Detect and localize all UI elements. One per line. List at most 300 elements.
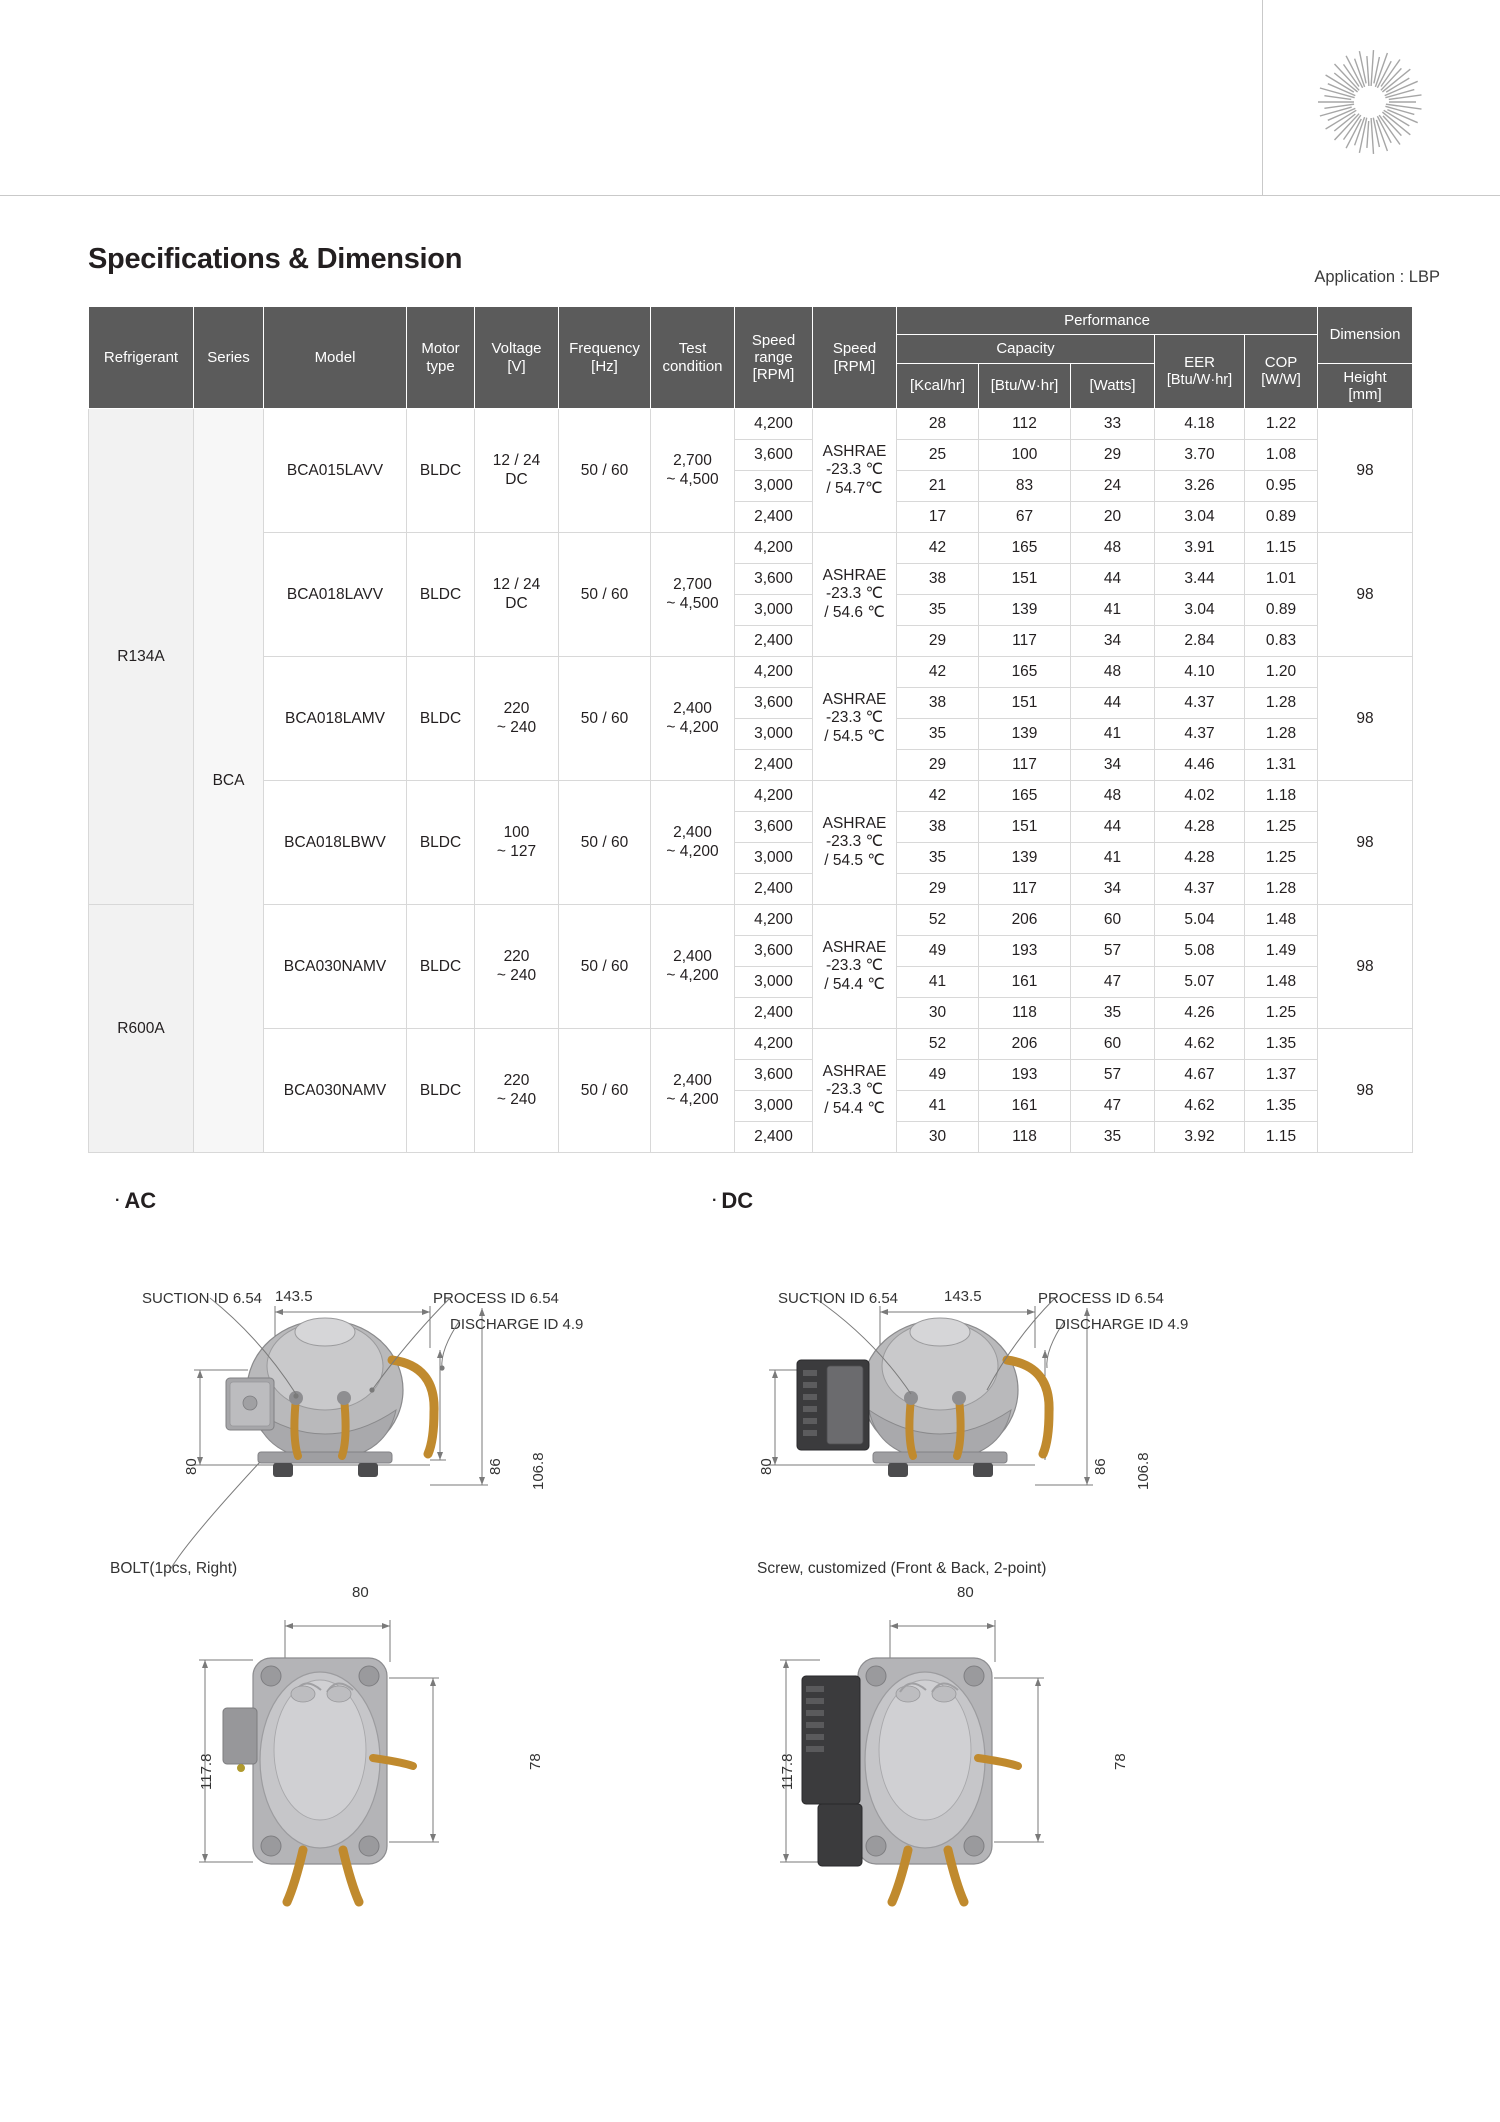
dc-height-left-dim: 80 (758, 1458, 775, 1475)
cell-eer: 4.28 (1155, 812, 1245, 843)
cell-cop: 1.25 (1245, 812, 1318, 843)
th-height-l1: Height (1343, 368, 1387, 386)
cell-btu: 117 (979, 874, 1071, 905)
cell-test-l1: ASHRAE (822, 815, 887, 833)
cell-watts: 35 (1071, 998, 1155, 1029)
th-speed (813, 307, 897, 409)
cell-speed-range (651, 409, 735, 533)
cell-watts: 57 (1071, 936, 1155, 967)
cell-btu: 161 (979, 967, 1071, 998)
dc-height-right-dim: 106.8 (1135, 1452, 1152, 1490)
th-refrigerant: Refrigerant (89, 307, 194, 409)
th-speed-range-l3: [RPM] (752, 366, 795, 384)
cell-kcal: 42 (897, 657, 979, 688)
cell-watts: 44 (1071, 564, 1155, 595)
ac-plan-height-left-dim: 117.8 (198, 1753, 215, 1790)
cell-motor-type: BLDC (407, 1029, 475, 1153)
cell-eer: 3.92 (1155, 1122, 1245, 1153)
cell-test-l1: ASHRAE (822, 1063, 887, 1081)
cell-cop: 1.48 (1245, 905, 1318, 936)
cell-speed: 3,600 (735, 688, 813, 719)
page-title: Specifications & Dimension (88, 243, 463, 275)
cell-test-l1: ASHRAE (822, 691, 887, 709)
cell-btu: 139 (979, 843, 1071, 874)
cell-watts: 60 (1071, 1029, 1155, 1060)
cell-eer: 4.62 (1155, 1091, 1245, 1122)
cell-test-l3: / 54.5 ℃ (824, 727, 885, 745)
th-kcal: [Kcal/hr] (897, 363, 979, 409)
bullet-icon: · (712, 1192, 718, 1209)
cell-speed-range (651, 1029, 735, 1153)
table-header (89, 307, 1413, 409)
cell-cop: 1.20 (1245, 657, 1318, 688)
cell-cop: 1.22 (1245, 409, 1318, 440)
cell-eer: 4.10 (1155, 657, 1245, 688)
cell-model: BCA018LBWV (264, 781, 407, 905)
cell-btu: 193 (979, 936, 1071, 967)
cell-eer: 3.70 (1155, 440, 1245, 471)
cell-speed: 3,000 (735, 967, 813, 998)
cell-motor-type: BLDC (407, 781, 475, 905)
cell-motor-type: BLDC (407, 533, 475, 657)
cell-btu: 165 (979, 533, 1071, 564)
cell-test-condition (813, 409, 897, 533)
cell-watts: 34 (1071, 750, 1155, 781)
cell-btu: 206 (979, 1029, 1071, 1060)
cell-voltage-l2: ~ 240 (496, 1090, 537, 1108)
th-height-l2: [mm] (1348, 385, 1382, 403)
cell-voltage (475, 1029, 559, 1153)
cell-eer: 5.04 (1155, 905, 1245, 936)
th-height (1318, 363, 1413, 409)
cell-btu: 151 (979, 688, 1071, 719)
cell-btu: 139 (979, 719, 1071, 750)
cell-btu: 118 (979, 998, 1071, 1029)
th-speed-range-l2: range (754, 348, 793, 366)
cell-test-l2: -23.3 ℃ (825, 709, 884, 727)
cell-btu: 83 (979, 471, 1071, 502)
cell-eer: 5.08 (1155, 936, 1245, 967)
cell-watts: 57 (1071, 1060, 1155, 1091)
cell-voltage-l2: DC (505, 594, 528, 612)
cell-kcal: 38 (897, 688, 979, 719)
cell-btu: 161 (979, 1091, 1071, 1122)
cell-test-condition (813, 781, 897, 905)
ac-suction-label: SUCTION ID 6.54 (142, 1290, 263, 1307)
cell-btu: 100 (979, 440, 1071, 471)
cell-cop: 0.83 (1245, 626, 1318, 657)
cell-btu: 165 (979, 657, 1071, 688)
cell-watts: 24 (1071, 471, 1155, 502)
cell-test-condition (813, 533, 897, 657)
cell-eer: 3.91 (1155, 533, 1245, 564)
cell-height: 98 (1318, 657, 1413, 781)
cell-btu: 151 (979, 812, 1071, 843)
cell-cop: 1.15 (1245, 1122, 1318, 1153)
ac-width-dim: 143.5 (275, 1288, 313, 1305)
dc-discharge-label: DISCHARGE ID 4.9 (1055, 1316, 1189, 1333)
cell-model: BCA018LAVV (264, 533, 407, 657)
ac-bolt-note: BOLT(1pcs, Right) (110, 1560, 238, 1577)
th-test-condition (651, 307, 735, 409)
cell-speed: 3,600 (735, 564, 813, 595)
cell-cop: 1.18 (1245, 781, 1318, 812)
th-eer (1155, 335, 1245, 409)
cell-voltage (475, 905, 559, 1029)
cell-watts: 33 (1071, 409, 1155, 440)
cell-btu: 206 (979, 905, 1071, 936)
cell-voltage (475, 657, 559, 781)
cell-kcal: 30 (897, 998, 979, 1029)
dc-height-mid-dim: 86 (1092, 1458, 1109, 1475)
page-header-band (0, 0, 1500, 196)
cell-cop: 1.37 (1245, 1060, 1318, 1091)
dc-process-label: PROCESS ID 6.54 (1038, 1290, 1164, 1307)
dc-plan-height-right-dim: 78 (1112, 1753, 1129, 1770)
cell-cop: 1.08 (1245, 440, 1318, 471)
cell-speed: 2,400 (735, 502, 813, 533)
cell-btu: 151 (979, 564, 1071, 595)
cell-speed: 4,200 (735, 1029, 813, 1060)
cell-speed-range-l1: 2,400 (673, 948, 712, 966)
cell-speed: 3,600 (735, 1060, 813, 1091)
ac-plan-height-right-dim: 78 (527, 1753, 544, 1770)
cell-speed: 3,000 (735, 719, 813, 750)
th-cop-l2: [W/W] (1261, 372, 1301, 389)
cell-btu: 117 (979, 750, 1071, 781)
dc-plan-height-left-dim: 117.8 (779, 1753, 796, 1790)
cell-cop: 1.28 (1245, 874, 1318, 905)
cell-eer: 4.37 (1155, 874, 1245, 905)
cell-speed: 4,200 (735, 533, 813, 564)
th-watts: [Watts] (1071, 363, 1155, 409)
cell-test-l2: -23.3 ℃ (825, 833, 884, 851)
cell-kcal: 52 (897, 1029, 979, 1060)
cell-btu: 118 (979, 1122, 1071, 1153)
cell-speed-range-l1: 2,400 (673, 824, 712, 842)
cell-speed-range (651, 781, 735, 905)
cell-cop: 0.89 (1245, 502, 1318, 533)
cell-watts: 34 (1071, 626, 1155, 657)
cell-cop: 0.95 (1245, 471, 1318, 502)
cell-height: 98 (1318, 781, 1413, 905)
ac-process-label: PROCESS ID 6.54 (433, 1290, 559, 1307)
table-row (89, 409, 1413, 440)
cell-watts: 44 (1071, 688, 1155, 719)
cell-motor-type: BLDC (407, 409, 475, 533)
cell-test-condition (813, 1029, 897, 1153)
cell-watts: 35 (1071, 1122, 1155, 1153)
th-capacity: Capacity (897, 335, 1155, 363)
cell-cop: 1.35 (1245, 1029, 1318, 1060)
th-test-l2: condition (662, 357, 723, 375)
cell-refrigerant: R134A (89, 409, 194, 905)
cell-cop: 1.28 (1245, 688, 1318, 719)
cell-cop: 1.01 (1245, 564, 1318, 595)
cell-eer: 5.07 (1155, 967, 1245, 998)
th-cop-l1: COP (1264, 354, 1298, 372)
cell-kcal: 35 (897, 595, 979, 626)
cell-frequency: 50 / 60 (559, 409, 651, 533)
th-frequency (559, 307, 651, 409)
cell-test-l3: / 54.4 ℃ (824, 975, 885, 993)
ac-height-left-dim: 80 (183, 1458, 200, 1475)
cell-speed-range-l1: 2,400 (673, 700, 712, 718)
cell-speed-range-l2: ~ 4,200 (666, 842, 719, 860)
cell-cop: 1.49 (1245, 936, 1318, 967)
cell-frequency: 50 / 60 (559, 657, 651, 781)
cell-voltage (475, 533, 559, 657)
dc-width-dim: 143.5 (944, 1288, 982, 1305)
cell-btu: 67 (979, 502, 1071, 533)
cell-speed: 2,400 (735, 750, 813, 781)
cell-speed-range-l1: 2,700 (673, 576, 712, 594)
cell-watts: 48 (1071, 533, 1155, 564)
cell-speed: 3,000 (735, 1091, 813, 1122)
cell-voltage-l1: 100 (503, 824, 530, 842)
th-speed-l2: [RPM] (833, 357, 876, 375)
th-voltage (475, 307, 559, 409)
cell-eer: 3.44 (1155, 564, 1245, 595)
cell-btu: 117 (979, 626, 1071, 657)
dc-front-view-drawing (735, 1270, 1205, 1570)
cell-watts: 41 (1071, 595, 1155, 626)
cell-frequency: 50 / 60 (559, 1029, 651, 1153)
cell-kcal: 38 (897, 564, 979, 595)
cell-watts: 48 (1071, 781, 1155, 812)
cell-btu: 193 (979, 1060, 1071, 1091)
th-eer-l2: [Btu/W·hr] (1166, 372, 1233, 389)
ac-height-mid-dim: 86 (487, 1458, 504, 1475)
cell-cop: 1.35 (1245, 1091, 1318, 1122)
dc-screw-note: Screw, customized (Front & Back, 2-point) (757, 1560, 1047, 1577)
cell-speed: 4,200 (735, 905, 813, 936)
th-motor-type-l1: Motor (421, 340, 460, 358)
cell-motor-type: BLDC (407, 905, 475, 1029)
cell-kcal: 21 (897, 471, 979, 502)
cell-speed: 2,400 (735, 626, 813, 657)
cell-speed-range-l2: ~ 4,500 (666, 470, 719, 488)
cell-watts: 41 (1071, 843, 1155, 874)
cell-voltage (475, 409, 559, 533)
cell-eer: 3.04 (1155, 502, 1245, 533)
cell-voltage-l2: DC (505, 470, 528, 488)
header-divider (1262, 0, 1263, 196)
cell-speed: 2,400 (735, 874, 813, 905)
cell-eer: 2.84 (1155, 626, 1245, 657)
cell-speed-range-l2: ~ 4,500 (666, 594, 719, 612)
cell-cop: 1.25 (1245, 998, 1318, 1029)
cell-btu: 139 (979, 595, 1071, 626)
cell-model: BCA018LAMV (264, 657, 407, 781)
cell-speed: 3,000 (735, 471, 813, 502)
application-note: Application : LBP (1314, 268, 1440, 286)
cell-speed-range-l2: ~ 4,200 (666, 1090, 719, 1108)
cell-speed-range-l2: ~ 4,200 (666, 718, 719, 736)
cell-cop: 1.15 (1245, 533, 1318, 564)
cell-watts: 20 (1071, 502, 1155, 533)
cell-test-l3: / 54.7℃ (826, 479, 883, 497)
cell-speed: 3,600 (735, 440, 813, 471)
cell-voltage-l1: 12 / 24 (492, 452, 541, 470)
th-speed-l1: Speed (832, 340, 877, 358)
cell-eer: 3.26 (1155, 471, 1245, 502)
cell-kcal: 38 (897, 812, 979, 843)
section-label-ac-text: AC (124, 1188, 157, 1213)
cell-eer: 3.04 (1155, 595, 1245, 626)
th-dimension: Dimension (1318, 307, 1413, 364)
th-test-l1: Test (678, 340, 707, 358)
cell-test-l1: ASHRAE (822, 567, 887, 585)
cell-model: BCA030NAMV (264, 905, 407, 1029)
cell-test-l2: -23.3 ℃ (825, 461, 884, 479)
cell-eer: 4.18 (1155, 409, 1245, 440)
cell-cop: 1.48 (1245, 967, 1318, 998)
cell-eer: 4.37 (1155, 688, 1245, 719)
cell-eer: 4.02 (1155, 781, 1245, 812)
th-voltage-l2: [V] (507, 357, 526, 375)
cell-btu: 112 (979, 409, 1071, 440)
cell-btu: 165 (979, 781, 1071, 812)
th-voltage-l1: Voltage (491, 340, 542, 358)
cell-model: BCA030NAMV (264, 1029, 407, 1153)
cell-speed-range-l2: ~ 4,200 (666, 966, 719, 984)
cell-watts: 47 (1071, 967, 1155, 998)
table-row (89, 905, 1413, 936)
cell-eer: 4.62 (1155, 1029, 1245, 1060)
cell-kcal: 29 (897, 750, 979, 781)
cell-kcal: 41 (897, 967, 979, 998)
cell-kcal: 42 (897, 781, 979, 812)
cell-kcal: 35 (897, 843, 979, 874)
table-row (89, 533, 1413, 564)
dc-plan-width-dim: 80 (957, 1584, 974, 1601)
section-label-ac (115, 1188, 156, 1214)
cell-voltage-l1: 220 (503, 1072, 530, 1090)
ac-callout-leaders (130, 1270, 600, 1570)
cell-test-l3: / 54.4 ℃ (824, 1099, 885, 1117)
cell-cop: 1.28 (1245, 719, 1318, 750)
cell-test-l2: -23.3 ℃ (825, 1081, 884, 1099)
cell-voltage-l2: ~ 240 (496, 718, 537, 736)
cell-test-l1: ASHRAE (822, 443, 887, 461)
ac-discharge-label: DISCHARGE ID 4.9 (450, 1316, 584, 1333)
bullet-icon: · (115, 1192, 121, 1209)
cell-speed-range (651, 533, 735, 657)
dc-suction-label: SUCTION ID 6.54 (778, 1290, 899, 1307)
th-eer-l1: EER (1184, 354, 1215, 372)
cell-height: 98 (1318, 1029, 1413, 1153)
cell-test-l2: -23.3 ℃ (825, 957, 884, 975)
cell-speed: 2,400 (735, 998, 813, 1029)
th-btu: [Btu/W·hr] (979, 363, 1071, 409)
cell-voltage-l2: ~ 240 (496, 966, 537, 984)
cell-speed: 4,200 (735, 781, 813, 812)
cell-series: BCA (194, 409, 264, 1153)
cell-speed: 4,200 (735, 657, 813, 688)
cell-speed: 4,200 (735, 409, 813, 440)
cell-kcal: 25 (897, 440, 979, 471)
th-frequency-l1: Frequency (569, 340, 640, 358)
table-row (89, 657, 1413, 688)
table-body (89, 409, 1413, 1153)
cell-cop: 0.89 (1245, 595, 1318, 626)
th-frequency-l2: [Hz] (591, 357, 618, 375)
cell-test-l1: ASHRAE (822, 939, 887, 957)
cell-speed: 3,600 (735, 812, 813, 843)
cell-watts: 60 (1071, 905, 1155, 936)
cell-watts: 47 (1071, 1091, 1155, 1122)
cell-speed-range-l1: 2,400 (673, 1072, 712, 1090)
ac-height-right-dim: 106.8 (530, 1452, 547, 1490)
th-motor-type (407, 307, 475, 409)
cell-kcal: 30 (897, 1122, 979, 1153)
th-speed-range-l1: Speed (751, 331, 796, 349)
cell-kcal: 52 (897, 905, 979, 936)
sunburst-icon (1310, 42, 1430, 162)
cell-kcal: 41 (897, 1091, 979, 1122)
cell-frequency: 50 / 60 (559, 533, 651, 657)
cell-refrigerant: R600A (89, 905, 194, 1153)
cell-speed-range (651, 657, 735, 781)
cell-watts: 34 (1071, 874, 1155, 905)
cell-eer: 4.26 (1155, 998, 1245, 1029)
th-series: Series (194, 307, 264, 409)
cell-test-l2: -23.3 ℃ (825, 585, 884, 603)
cell-kcal: 49 (897, 1060, 979, 1091)
cell-height: 98 (1318, 905, 1413, 1029)
cell-kcal: 42 (897, 533, 979, 564)
th-speed-range (735, 307, 813, 409)
cell-test-condition (813, 905, 897, 1029)
cell-kcal: 35 (897, 719, 979, 750)
specifications-table (88, 306, 1413, 1153)
cell-test-condition (813, 657, 897, 781)
cell-speed: 3,000 (735, 843, 813, 874)
cell-voltage-l1: 12 / 24 (492, 576, 541, 594)
cell-voltage-l1: 220 (503, 948, 530, 966)
table-row (89, 1029, 1413, 1060)
cell-voltage-l1: 220 (503, 700, 530, 718)
cell-kcal: 29 (897, 626, 979, 657)
cell-speed-range (651, 905, 735, 1029)
th-motor-type-l2: type (426, 357, 455, 375)
cell-eer: 4.37 (1155, 719, 1245, 750)
cell-frequency: 50 / 60 (559, 781, 651, 905)
table-row (89, 781, 1413, 812)
cell-cop: 1.25 (1245, 843, 1318, 874)
cell-voltage (475, 781, 559, 905)
cell-height: 98 (1318, 533, 1413, 657)
cell-eer: 4.28 (1155, 843, 1245, 874)
cell-test-l3: / 54.5 ℃ (824, 851, 885, 869)
cell-test-l3: / 54.6 ℃ (824, 603, 885, 621)
cell-watts: 48 (1071, 657, 1155, 688)
cell-watts: 41 (1071, 719, 1155, 750)
th-model: Model (264, 307, 407, 409)
cell-frequency: 50 / 60 (559, 905, 651, 1029)
cell-watts: 44 (1071, 812, 1155, 843)
cell-speed-range-l1: 2,700 (673, 452, 712, 470)
specifications-table-wrap (88, 306, 1412, 1153)
cell-kcal: 29 (897, 874, 979, 905)
cell-speed: 3,000 (735, 595, 813, 626)
cell-voltage-l2: ~ 127 (496, 842, 537, 860)
cell-kcal: 17 (897, 502, 979, 533)
th-performance: Performance (897, 307, 1318, 335)
cell-height: 98 (1318, 409, 1413, 533)
th-cop (1245, 335, 1318, 409)
